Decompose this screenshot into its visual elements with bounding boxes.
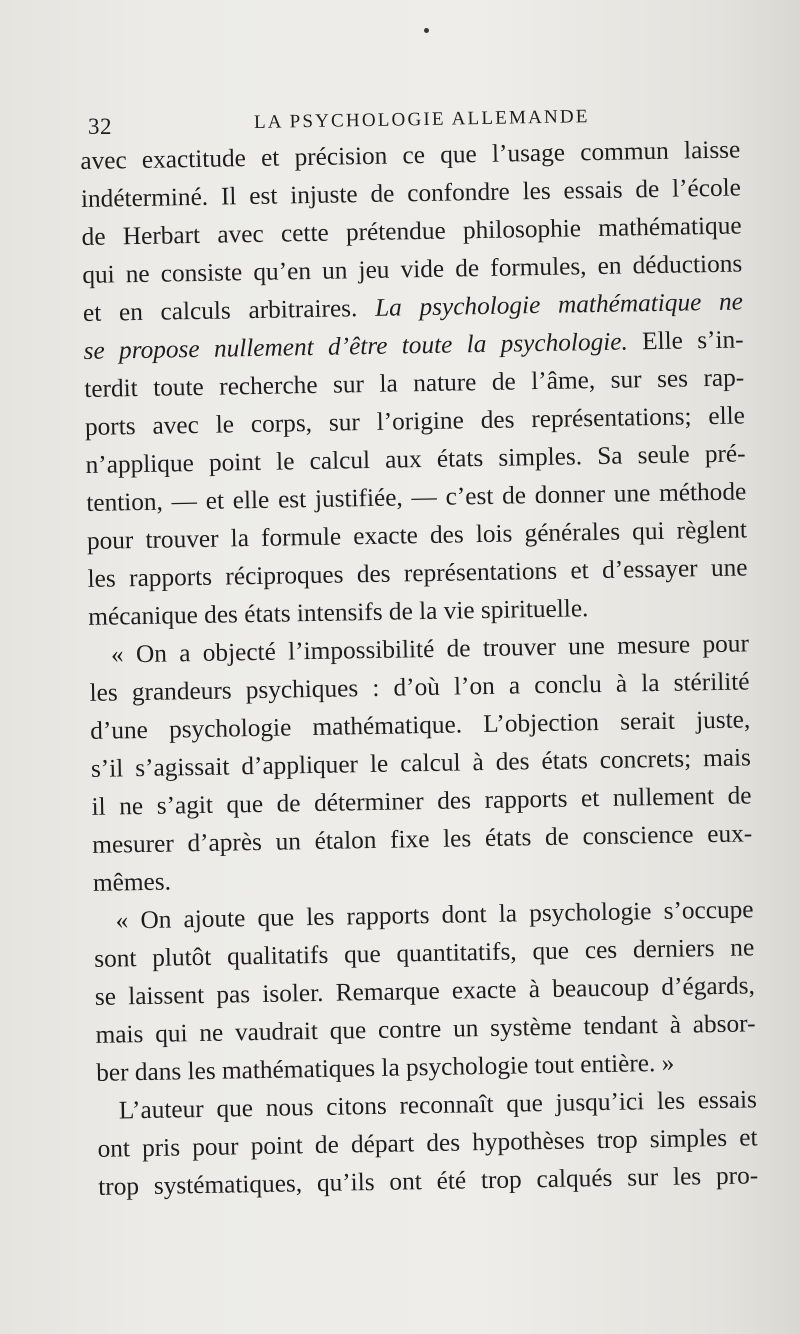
running-head: LA PSYCHOLOGIE ALLEMANDE: [253, 106, 590, 133]
text-line: il ne s’agit que de déterminer des rapports et nullement de: [91, 781, 752, 821]
text-line: n’applique point le calcul aux états simples. Sa seule pré-: [85, 439, 746, 479]
italic-phrase: La psychologie mathématique ne: [374, 287, 744, 322]
italic-phrase: se propose nullement d’être toute la psychologie.: [83, 327, 629, 365]
text-line: « On a objecté l’impossibilité de trouver une mesure pour: [110, 629, 750, 669]
text-line: trop systématiques, qu’ils ont été trop calqués sur les pro-: [97, 1161, 759, 1201]
text-line: de Herbart avec cette prétendue philosophie mathématique: [81, 211, 742, 251]
page-number: 32: [88, 114, 112, 139]
text-line: ports avec le corps, sur l’origine des représentations; elle: [84, 401, 746, 441]
text-line: « On ajoute que les rapports dont la psychologie s’occupe: [115, 895, 754, 935]
text-line: avec exactitude et précision ce que l’usage commun laisse: [80, 135, 741, 175]
text-line: tention, — et elle est justifiée, — c’est de donner une méthode: [86, 477, 747, 517]
body-text: [80, 130, 758, 1205]
text-line: pour trouver la formule exacte des lois générales qui règlent: [86, 515, 748, 555]
text-segment: Elle s’in-: [641, 325, 744, 356]
text-line: mêmes.: [92, 867, 172, 897]
ink-speck: [424, 28, 429, 33]
text-line: mécanique des états intensifs de la vie spirituelle.: [88, 594, 589, 631]
text-line: indéterminé. Il est injuste de confondre les essais de l’école: [80, 173, 742, 213]
text-line: L’auteur que nous citons reconnaît que jusqu’ici les essais: [118, 1085, 758, 1125]
text-line: s’il s’agissait d’appliquer le calcul à des états concrets; mais: [90, 743, 752, 783]
text-line: mesurer d’après un étalon fixe les états de conscience eux-: [92, 819, 753, 859]
text-segment: et en calculs arbitraires.: [82, 294, 358, 327]
text-line: se laissent pas isoler. Remarque exacte à beaucoup d’égards,: [94, 971, 756, 1011]
text-line: sont plutôt qualitatifs que quantitatifs, que ces derniers ne: [94, 933, 755, 973]
text-line: d’une psychologie mathématique. L’objection serait juste,: [90, 705, 751, 745]
text-line: ber dans les mathématiques la psychologie tout entière. »: [96, 1048, 675, 1087]
text-line: les rapports réciproques des représentations et d’essayer une: [87, 553, 748, 593]
text-line: qui ne consiste qu’en un jeu vide de formules, en déductions: [82, 249, 743, 289]
text-line: mais qui ne vaudrait que contre un système tendant à absor-: [95, 1009, 756, 1049]
text-line: terdit toute recherche sur la nature de l’âme, sur ses rap-: [84, 363, 745, 403]
text-line: les grandeurs psychiques : d’où l’on a conclu à la stérilité: [89, 667, 750, 707]
text-line: ont pris pour point de départ des hypothèses trop simples et: [97, 1123, 758, 1163]
